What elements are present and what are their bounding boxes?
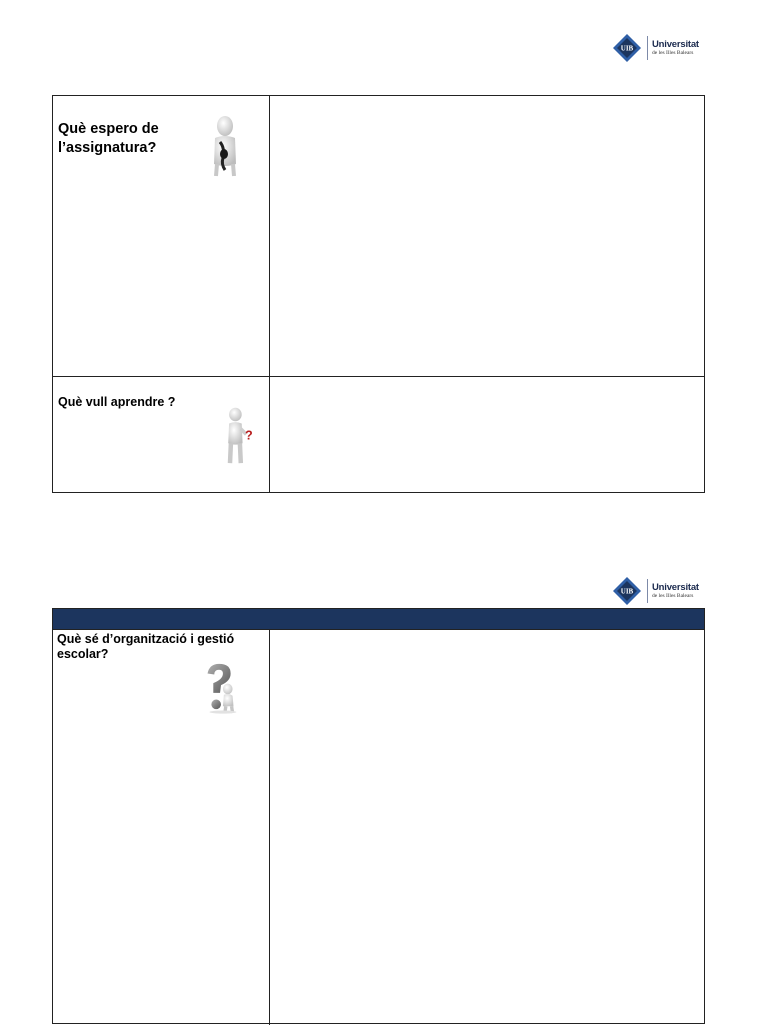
answer-cell <box>270 96 704 376</box>
logo-subtitle: de les Illes Balears <box>652 592 694 599</box>
uib-emblem-letters: UIB <box>620 44 634 53</box>
logo-subtitle: de les Illes Balears <box>652 49 694 56</box>
svg-text:?: ? <box>245 428 253 443</box>
person-question-mark-icon <box>221 405 257 469</box>
question-cell <box>53 630 270 1025</box>
question-label: Què espero de l’assignatura? <box>58 121 159 156</box>
thinking-person-icon <box>203 114 243 178</box>
table-row <box>53 377 704 492</box>
logo-separator <box>647 579 648 603</box>
question-cell <box>53 377 270 492</box>
logo-name: Universitat <box>652 39 699 50</box>
table-row <box>53 630 704 1025</box>
uib-emblem-icon <box>612 576 642 606</box>
uib-emblem-icon <box>612 33 642 63</box>
reflection-table-2 <box>52 608 705 1024</box>
reflection-table-1 <box>52 95 705 493</box>
uib-logo <box>612 576 699 606</box>
person-leaning-question-mark-icon <box>201 662 241 714</box>
table-row <box>53 96 704 377</box>
uib-logo <box>612 33 699 63</box>
logo-separator <box>647 36 648 60</box>
answer-cell <box>270 630 704 1025</box>
uib-emblem-letters: UIB <box>620 587 634 596</box>
question-label: Què sé d’organització i gestió escolar? <box>57 632 235 661</box>
question-label: Què vull aprendre ? <box>58 395 176 409</box>
logo-text <box>652 40 699 56</box>
question-cell <box>53 96 270 376</box>
table-header-band <box>53 609 704 630</box>
logo-name: Universitat <box>652 582 699 593</box>
logo-text <box>652 583 699 599</box>
answer-cell <box>270 377 704 492</box>
